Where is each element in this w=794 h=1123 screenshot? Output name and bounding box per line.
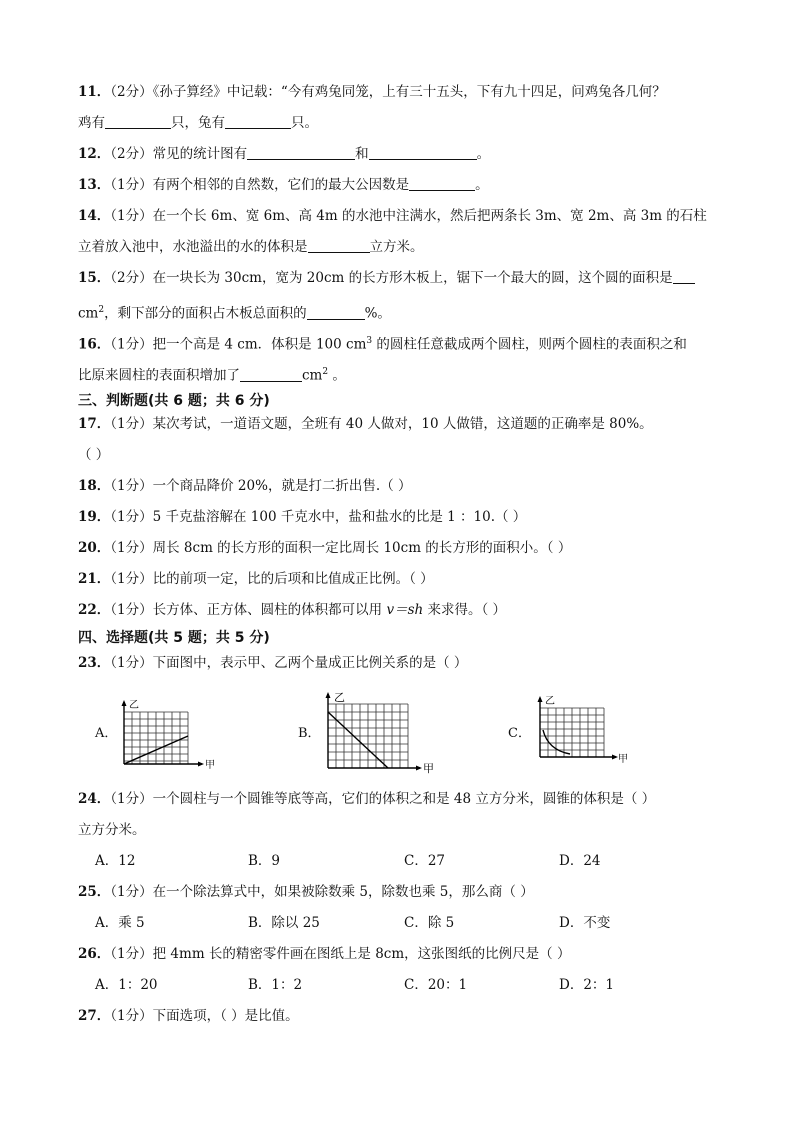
question-score: （1分） [110, 509, 153, 525]
question-text: cm [78, 305, 99, 322]
question-number: 25． [78, 884, 111, 900]
question-11 [78, 82, 666, 102]
question-number: 15． [78, 270, 111, 286]
question-text: 的圆柱任意截成两个圆柱，则两个圆柱的表面积之和 [372, 336, 687, 353]
section-heading: 四、选择题(共 5 题；共 5 分) [78, 630, 270, 646]
question-number: 22． [78, 602, 111, 618]
question-text: 比原来圆柱的表面积增加了 [78, 367, 240, 384]
question-text: 下面图中，表示甲、乙两个量成正比例关系的是（ ） [152, 655, 468, 671]
question-number: 27． [78, 1008, 111, 1024]
question-text: 立方米。 [369, 239, 424, 255]
superscript: 3 [366, 336, 373, 346]
question-text: 。 [475, 177, 489, 193]
question-text: 常见的统计图有 [152, 146, 248, 162]
question-number: 16． [78, 336, 111, 353]
question-text: 在一个长 6m、宽 6m、高 4m 的水池中注满水，然后把两条长 3m、宽 2m、高 3m 的石柱 [152, 208, 707, 224]
question-text: %。 [364, 305, 391, 322]
graph-c [528, 694, 632, 770]
option-b[interactable]: B．除以 25 [248, 915, 320, 931]
question-score: （1分） [110, 478, 153, 494]
question-text: 5 千克盐溶解在 100 千克水中，盐和盐水的比是 1 ：10.（ ） [152, 509, 527, 525]
formula: v＝sh [386, 602, 424, 618]
graph-b [316, 690, 442, 776]
answer-blank[interactable] [409, 176, 475, 191]
question-score: （1分） [110, 946, 153, 962]
question-text: 把 4mm 长的精密零件画在图纸上是 8cm，这张图纸的比例尺是（ ） [152, 946, 571, 962]
question-number: 26． [78, 946, 111, 962]
option-a[interactable]: A．乘 5 [95, 915, 145, 931]
question-text: cm [302, 367, 323, 384]
question-text: 。 [476, 146, 491, 162]
question-text: 鸡有 [78, 115, 105, 131]
question-number: 12． [78, 146, 111, 162]
question-number: 21． [78, 571, 111, 587]
question-number: 17． [78, 416, 111, 432]
question-17 [78, 414, 653, 434]
question-15 [78, 268, 695, 288]
y-axis-label: 乙 [129, 700, 139, 711]
question-text: 下面选项，（ ）是比值。 [152, 1008, 299, 1024]
question-21 [78, 569, 434, 589]
answer-blank[interactable] [308, 238, 370, 253]
option-label[interactable]: A． [95, 726, 118, 741]
question-text: 周长 8cm 的长方形的面积一定比周长 10cm 的长方形的面积小。（ ） [152, 540, 572, 556]
answer-blank[interactable] [225, 114, 291, 129]
option-c[interactable]: C．27 [404, 853, 446, 869]
option-label[interactable]: B． [298, 726, 321, 741]
option-d[interactable]: D．不变 [559, 915, 611, 931]
question-text: 来求得。（ ） [423, 602, 507, 618]
x-axis-label: 甲 [205, 760, 215, 771]
question-18 [78, 476, 412, 496]
option-a[interactable]: A．1：20 [95, 977, 158, 993]
answer-blank[interactable] [307, 305, 365, 320]
question-text: 立着放入池中，水池溢出的水的体积是 [78, 239, 308, 255]
question-score: （1分） [110, 1008, 153, 1024]
question-text: 把一个高是 4 cm．体积是 100 cm [152, 336, 367, 353]
answer-blank[interactable] [240, 367, 302, 382]
answer-blank[interactable] [247, 145, 355, 160]
question-text: 。 [328, 367, 346, 384]
question-text: 比的前项一定，比的后项和比值成正比例。（ ） [152, 571, 434, 587]
question-score: （1分） [110, 540, 153, 556]
question-number: 24． [78, 791, 111, 807]
answer-blank[interactable] [105, 114, 171, 129]
question-number: 11． [78, 84, 111, 100]
question-24-line2: 立方分米。 [78, 822, 146, 838]
option-d[interactable]: D．2：1 [559, 977, 615, 993]
option-b[interactable]: B．9 [248, 853, 281, 869]
question-23 [78, 653, 467, 673]
question-text: 在一个除法算式中，如果被除数乘 5，除数也乘 5，那么商（ ） [152, 884, 534, 900]
question-12 [78, 144, 490, 164]
y-axis-label: 乙 [545, 696, 555, 707]
superscript: 2 [322, 367, 329, 377]
question-number: 14． [78, 208, 111, 224]
question-text: 只。 [291, 115, 318, 131]
y-axis-label: 乙 [334, 691, 345, 704]
question-text: 某次考试，一道语文题，全班有 40 人做对，10 人做错，这道题的正确率是 80%。 [152, 416, 653, 432]
question-score: （1分） [110, 416, 153, 432]
question-text: 有两个相邻的自然数，它们的最大公因数是 [152, 177, 410, 193]
question-text: 在一块长为 30cm，宽为 20cm 的长方形木板上，锯下一个最大的圆，这个圆的面积是 [152, 270, 673, 286]
question-score: （1分） [110, 571, 153, 587]
question-score: （1分） [110, 336, 153, 353]
question-score: （1分） [110, 884, 153, 900]
question-14-line2 [78, 237, 424, 257]
question-24 [78, 789, 655, 809]
question-19 [78, 507, 526, 527]
question-text: 和 [355, 146, 369, 162]
superscript: 2 [98, 305, 105, 315]
question-16 [78, 331, 687, 355]
question-16-line2 [78, 362, 346, 386]
option-b[interactable]: B．1：2 [248, 977, 303, 993]
question-25 [78, 882, 534, 902]
question-14 [78, 206, 707, 226]
question-26 [78, 944, 570, 964]
question-number: 20． [78, 540, 111, 556]
question-score: （2分） [110, 146, 153, 162]
question-score: （1分） [110, 655, 153, 671]
question-text: ，剩下部分的面积占木板总面积的 [104, 305, 307, 322]
question-22 [78, 600, 506, 620]
question-text: 长方体、正方体、圆柱的体积都可以用 [152, 602, 387, 618]
option-c[interactable]: C．20：1 [404, 977, 468, 993]
question-text: 《孙子算经》中记载：“今有鸡兔同笼，上有三十五头，下有九十四足，问鸡兔各几何？ [152, 84, 666, 100]
section-heading: 三、判断题(共 6 题；共 6 分) [78, 393, 270, 409]
question-score: （2分） [110, 270, 153, 286]
question-11-line2 [78, 113, 318, 133]
question-score: （1分） [110, 791, 153, 807]
graph-a [112, 698, 222, 772]
question-score: （1分） [110, 208, 153, 224]
option-d[interactable]: D．24 [559, 853, 601, 869]
answer-blank[interactable] [369, 145, 477, 160]
question-13 [78, 175, 489, 195]
question-15-line2 [78, 300, 391, 324]
question-score: （2分） [110, 84, 153, 100]
question-score: （1分） [110, 177, 153, 193]
question-27 [78, 1006, 299, 1026]
option-c[interactable]: C．除 5 [404, 915, 455, 931]
answer-blank[interactable] [673, 269, 695, 284]
question-text: 一个商品降价 20%，就是打二折出售.（ ） [152, 478, 412, 494]
answer-parentheses[interactable]: （ ） [78, 447, 110, 463]
option-label[interactable]: C． [508, 726, 531, 741]
x-axis-label: 甲 [618, 754, 628, 765]
question-number: 19． [78, 509, 111, 525]
x-axis-label: 甲 [423, 762, 434, 775]
question-number: 18． [78, 478, 111, 494]
question-score: （1分） [110, 602, 153, 618]
question-20 [78, 538, 571, 558]
option-a[interactable]: A．12 [95, 853, 136, 869]
question-number: 23． [78, 655, 111, 671]
question-text: 只，兔有 [171, 115, 225, 131]
question-text: 一个圆柱与一个圆锥等底等高，它们的体积之和是 48 立方分米，圆锥的体积是（ ） [152, 791, 656, 807]
question-number: 13． [78, 177, 111, 193]
